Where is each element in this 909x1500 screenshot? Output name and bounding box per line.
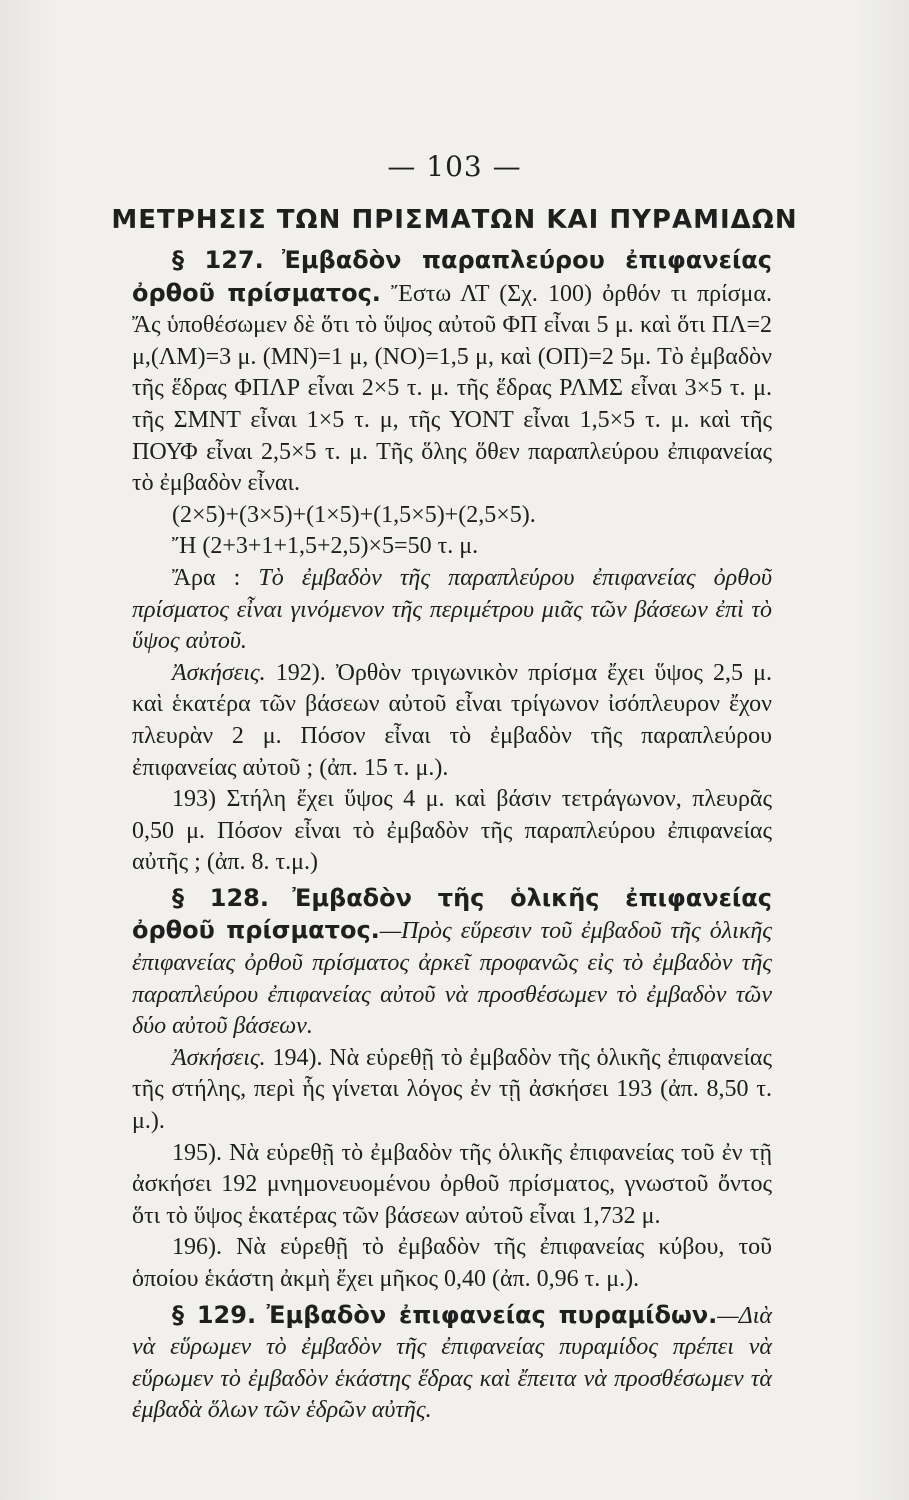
page-number: — 103 — (387, 150, 522, 183)
conclusion-rule: Τὸ ἐμβαδὸν τῆς παραπλεύρου ἐπιφανείας ὀρθοῦ πρίσματος εἶναι γινόμενον τῆς περιμέτρου μιᾶς τῶν βάσεων ἐπὶ τὸ ὕψος αὐτοῦ. (132, 564, 773, 655)
section-128-paragraph (132, 883, 772, 1043)
exercise-194 (132, 1043, 772, 1138)
exercise-195: 195). Νὰ εὑρεθῇ τὸ ἐμβαδὸν τῆς ὁλικῆς ἐπιφανείας τοῦ ἐν τῇ ἀσκήσει 192 μνημονευομένου ὀρθοῦ πρίσματος, γνωστοῦ ὄντος ὅτι τὸ ὕψος ἑκατέρας τῶν βάσεων αὐτοῦ εἶναι 1,732 μ. (132, 1139, 772, 1229)
section-128-number: § 128. (172, 883, 269, 912)
section-127-conclusion (132, 563, 772, 658)
chapter-title: ΜΕΤΡΗΣΙΣ ΤΩΝ ΠΡΙΣΜΑΤΩΝ ΚΑΙ ΠΥΡΑΜΙΔΩΝ (111, 205, 798, 235)
exercises-label: Ἀσκήσεις. (172, 659, 266, 686)
exercises-label: Ἀσκήσεις. (172, 1044, 266, 1071)
section-127-paragraph (132, 245, 772, 500)
section-129-paragraph (132, 1300, 772, 1427)
section-129-number: § 129. (172, 1300, 257, 1329)
page-body (132, 245, 772, 1427)
section-128-title: Ἐμβαδὸν τῆς ὁλικῆς ἐπιφανείας ὀρθοῦ πρίσματος. (132, 883, 772, 945)
section-129-rule: —Διὰ νὰ εὕρωμεν τὸ ἐμβαδὸν τῆς ἐπιφανείας πυραμίδος πρέπει νὰ εὕρωμεν τὸ ἐμβαδὸν ἑκάστης ἕδρας καὶ ἔπειτα νὰ προσθέσωμεν τὰ ἐμβαδὰ ὅλων τῶν ἑδρῶν αὐτῆς. (132, 1302, 772, 1424)
exercise-196: 196). Νὰ εὑρεθῇ τὸ ἐμβαδὸν τῆς ἐπιφανείας κύβου, τοῦ ὁποίου ἑκάστη ἀκμὴ ἔχει μῆκος 0,40 (ἀπ. 0,96 τ. μ.). (132, 1234, 772, 1292)
exercise-192 (132, 658, 772, 784)
section-127-number: § 127. (172, 246, 264, 274)
exercise-193: 193) Στήλη ἔχει ὕψος 4 μ. καὶ βάσιν τετράγωνον, πλευρᾶς 0,50 μ. Πόσον εἶναι τὸ ἐμβαδὸν τῆς παραπλεύρου ἐπιφανείας αὐτῆς ; (ἀπ. 8. τ.μ.) (132, 786, 772, 876)
exercise-194-text: 194). Νὰ εὑρεθῇ τὸ ἐμβαδὸν τῆς ὁλικῆς ἐπιφανείας τῆς στήλης, περὶ ἧς γίνεται λόγος ἐν τῇ ἀσκήσει 193 (ἀπ. 8,50 τ. μ.). (132, 1044, 773, 1135)
section-127-title: Ἐμβαδὸν παραπλεύρου ἐπιφανείας ὀρθοῦ πρίσματος. (132, 246, 773, 307)
conclusion-lead: Ἄρα : (172, 564, 241, 591)
section-128-rule: —Πρὸς εὕρεσιν τοῦ ἐμβαδοῦ τῆς ὁλικῆς ἐπιφανείας ὀρθοῦ πρίσματος ἀρκεῖ προφανῶς εἰς τὸ ἐμβαδὸν τῆς παραπλεύρου ἐπιφανείας αὐτοῦ νὰ προσθέσωμεν τὸ ἐμβαδὸν τῶν δύο αὐτοῦ βάσεων. (132, 918, 773, 1040)
formula-result: Ἤ (2+3+1+1,5+2,5)×5=50 τ. μ. (172, 533, 479, 560)
section-127-text: Ἔστω ΛΤ (Σχ. 100) ὀρθόν τι πρίσμα. Ἄς ὑποθέσωμεν δὲ ὅτι τὸ ὕψος αὐτοῦ ΦΠ εἶναι 5 μ. καὶ ὅτι ΠΛ=2 μ,(ΛΜ)=3 μ. (ΜΝ)=1 μ, (ΝΟ)=1,5 μ, καὶ (ΟΠ)=2 5μ. Τὸ ἐμβαδὸν τῆς ἕδρας ΦΠΛΡ εἶναι 2×5 τ. μ. τῆς ἕδρας ΡΛΜΣ εἶναι 3×5 τ. μ. τῆς ΣΜΝΤ εἶναι 1×5 τ. μ, τῆς ΥΟΝΤ εἶναι 1,5×5 τ. μ. καὶ τῆς ΠΟΥΦ εἶναι 2,5×5 τ. μ. Τῆς ὅλης ὅθεν παραπλεύρου ἐπιφανείας τὸ ἐμβαδὸν εἶναι. (132, 280, 772, 497)
section-129-title: Ἐμβαδὸν ἐπιφανείας πυραμίδων. (266, 1300, 718, 1329)
exercise-192-text: 192). Ὀρθὸν τριγωνικὸν πρίσμα ἔχει ὕψος 2,5 μ. καὶ ἑκατέρα τῶν βάσεων αὐτοῦ εἶναι τρίγωνον ἰσόπλευρον ἔχον πλευρὰν 2 μ. Πόσον εἶναι τὸ ἐμβαδὸν τῆς παραπλεύρου ἐπιφανείας αὐτοῦ ; (ἀπ. 15 τ. μ.). (132, 659, 772, 781)
formula-sum: (2×5)+(3×5)+(1×5)+(1,5×5)+(2,5×5). (172, 501, 536, 528)
